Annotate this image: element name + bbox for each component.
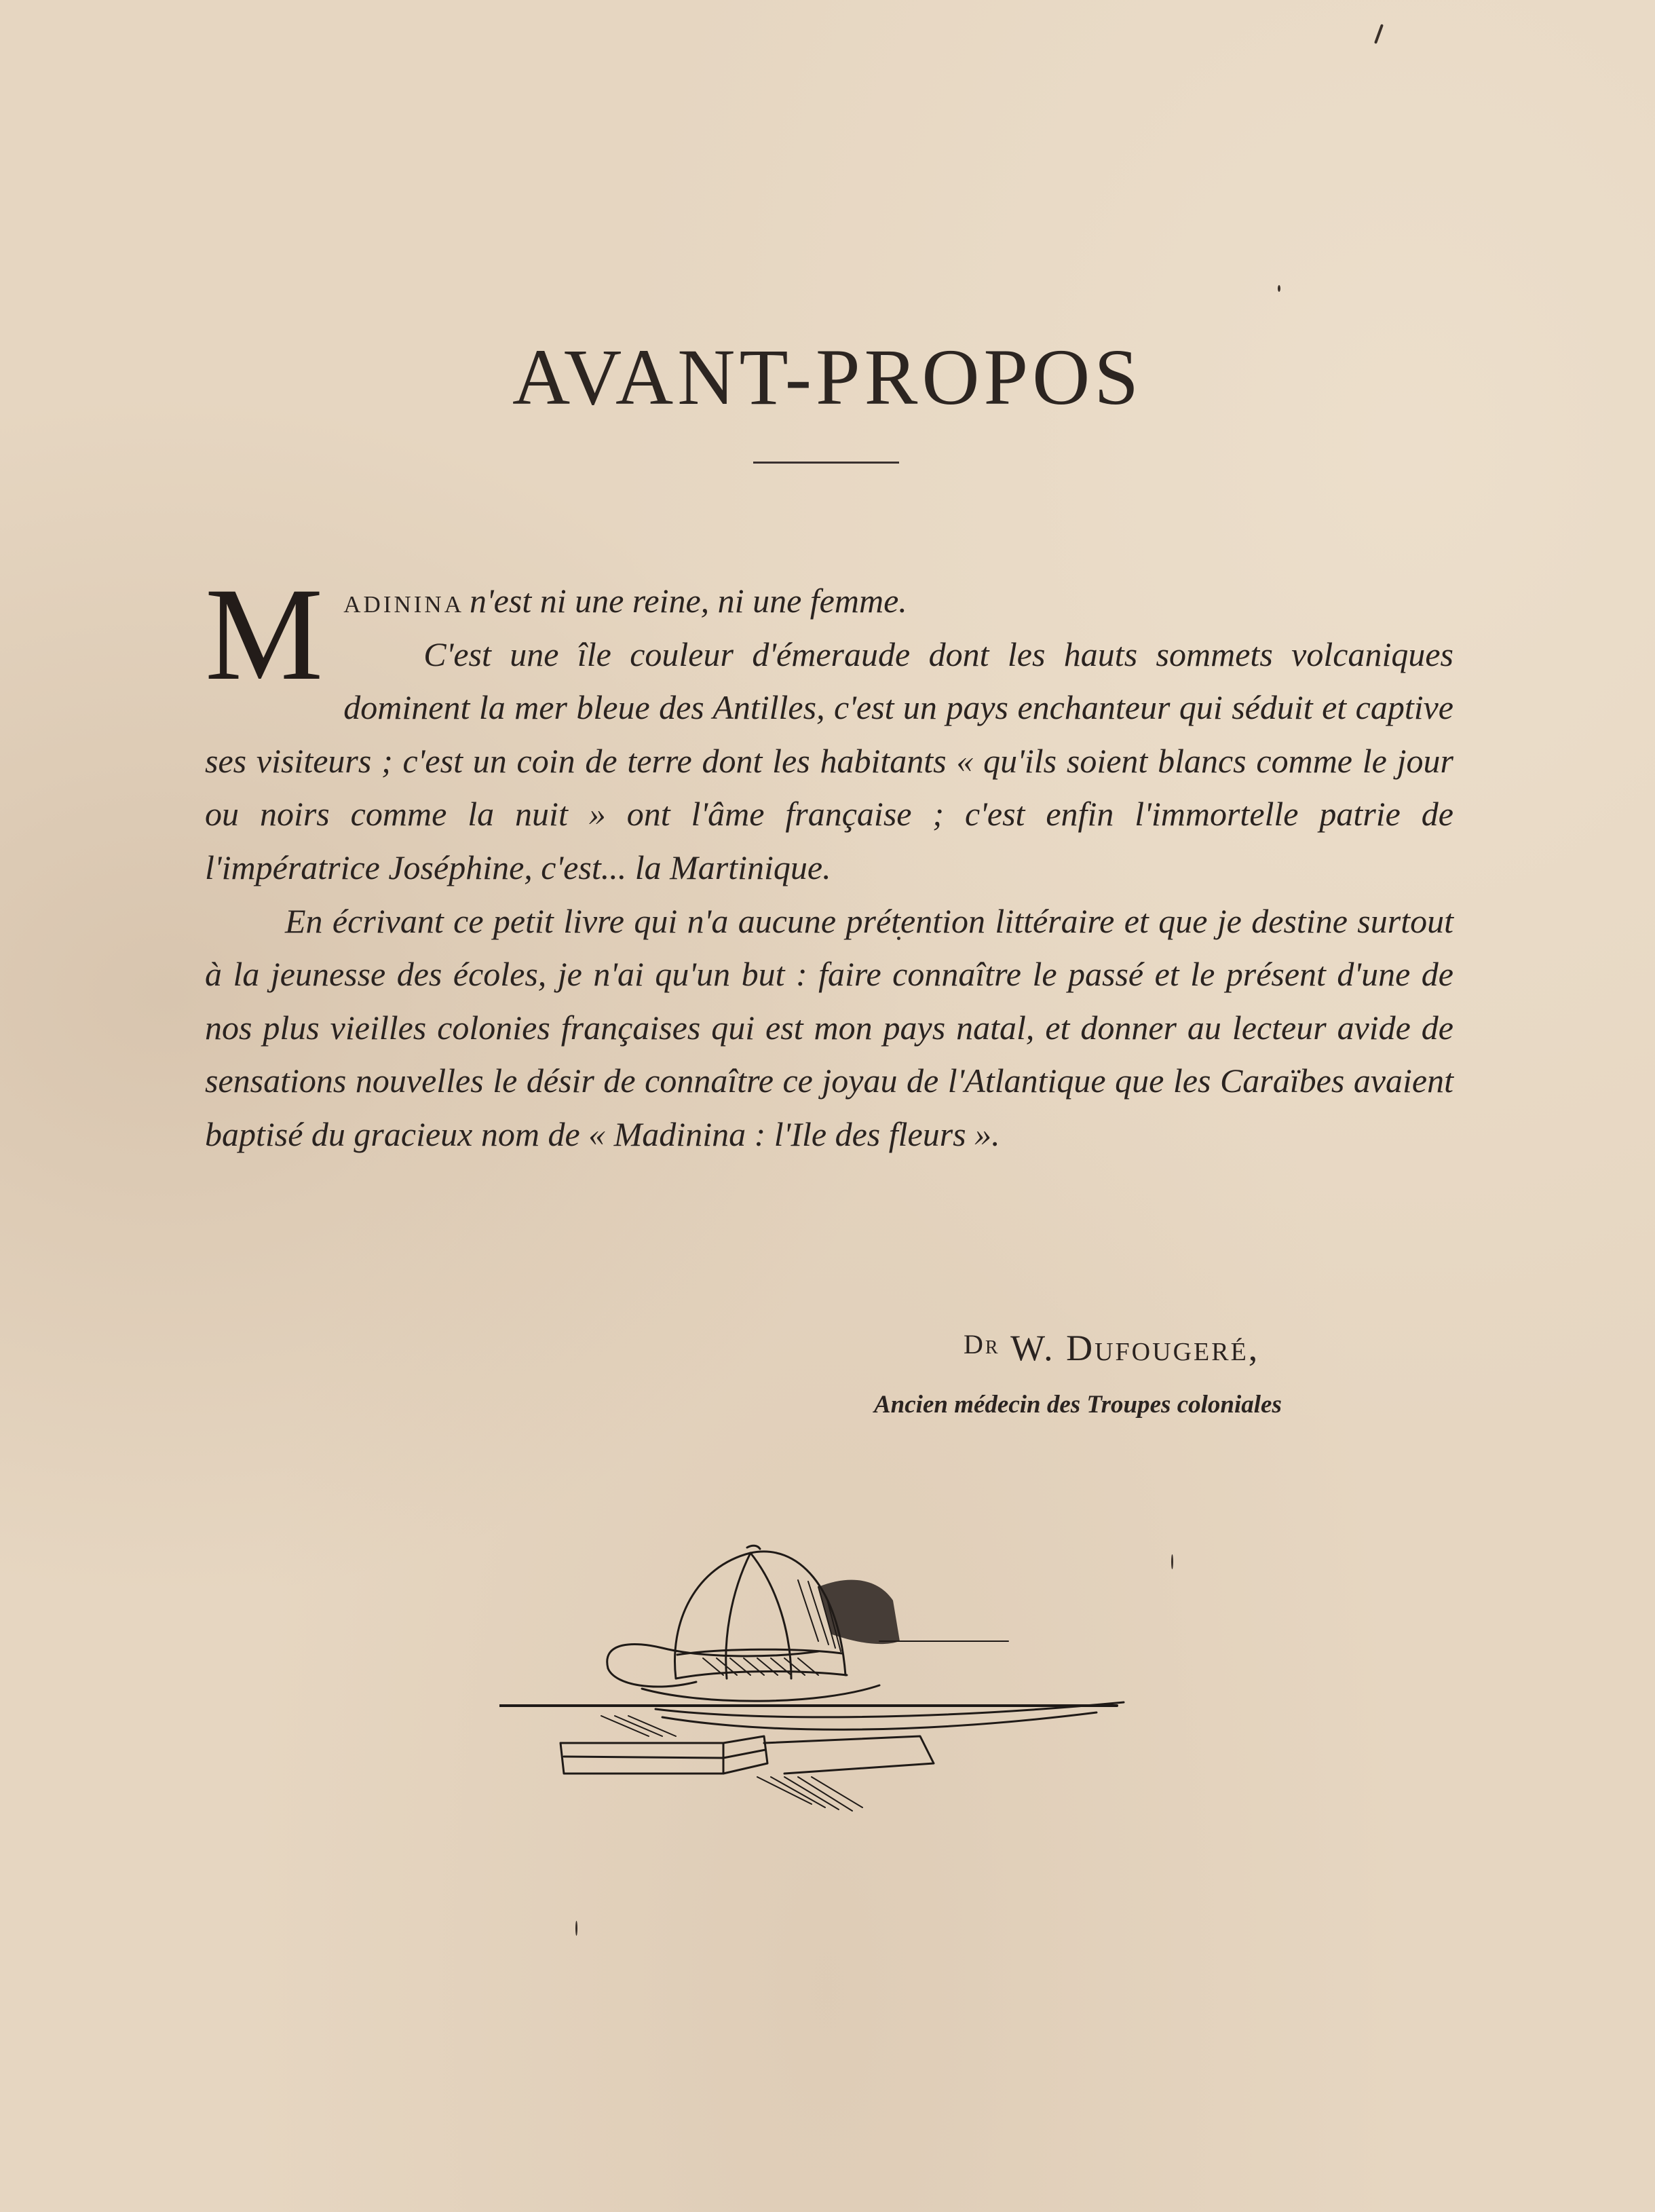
paragraph-2: C'est une île couleur d'émeraude dont les hauts sommets volcaniques dominent la mer bleue des Antilles, c'est un pays enchanteur qui séduit et captive ses visiteurs ; c'est un coin de terre dont les habitants « qu'ils soient blancs comme le jour ou noirs comme la nuit » ont l'âme française ; c'est enfin l'immortelle patrie de l'impératrice Joséphine, c'est... la Martinique. <box>205 635 1453 886</box>
drop-cap: M <box>205 561 324 708</box>
pith-helmet-book-quill-illustration <box>499 1539 1144 1838</box>
paper-speck <box>575 1921 577 1936</box>
paper-speck <box>1278 285 1280 292</box>
signature-name-text: W. Dufougeré, <box>1010 1328 1260 1368</box>
paragraph-1 <box>205 574 1453 628</box>
paragraph-3: En écrivant ce petit livre qui n'a aucune prétention littéraire et que je destine surtout à la jeunesse des écoles, je n'ai qu'un but : faire connaître le passé et le présent d'une de nos plus vieilles colonies françaises qui est mon pays natal, et donner au lecteur avide de sensations nouvelles le désir de connaître ce joyau de l'Atlantique que les Caraïbes avaient baptisé du gracieux nom de « Madinina : l'Ile des fleurs ». <box>205 901 1453 1153</box>
signature-prefix: Dr <box>964 1329 1000 1360</box>
signature-name <box>964 1327 1344 1369</box>
page-title: AVANT-PROPOS <box>512 333 1143 421</box>
title-rule <box>753 462 899 464</box>
first-word: adinina <box>343 582 464 620</box>
body-text <box>205 561 1453 1161</box>
signature-title: Ancien médecin des Troupes coloniales <box>874 1391 1282 1419</box>
paragraph-1-rest: n'est ni une reine, ni une femme. <box>469 582 907 620</box>
paper-speck <box>1171 1554 1173 1569</box>
